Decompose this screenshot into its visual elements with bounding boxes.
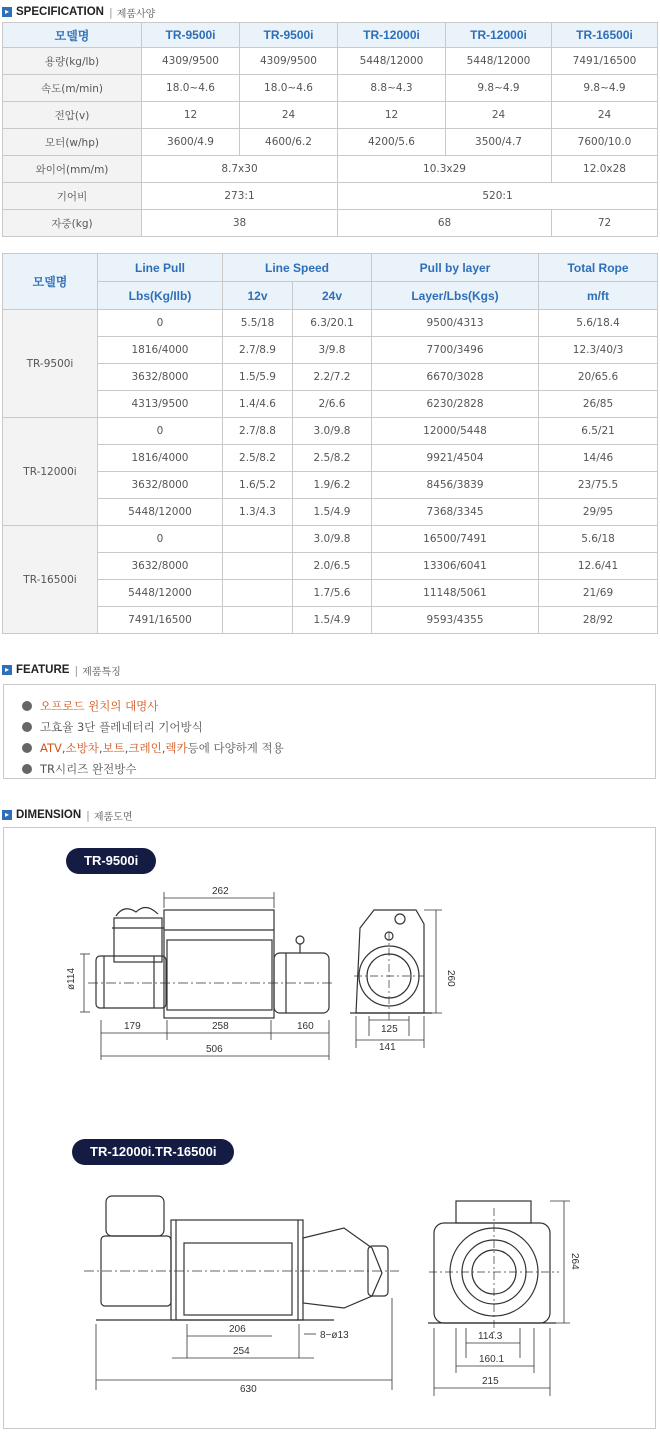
spec-cell: 3500/4.7 [446,129,552,156]
spec-cell: 24 [446,102,552,129]
spec-cell: 8.8~4.3 [338,75,446,102]
perf-row [3,607,658,634]
performance-table [2,253,658,634]
spec-cell: 4600/6.2 [240,129,338,156]
feature-title-en: FEATURE [16,664,70,676]
spec-title-en: SPECIFICATION [16,6,104,18]
perf-cell: 7491/16500 [98,607,223,634]
spec-model-col: TR-12000i [338,23,446,48]
winch-end-view-a [350,910,432,1020]
perf-cell [223,553,293,580]
perf-cell: 6670/3028 [372,364,539,391]
spec-cell: 72 [552,210,658,237]
dimension-title-en: DIMENSION [16,809,82,821]
spec-row [3,75,658,102]
spec-cell: 8.7x30 [142,156,338,183]
spec-cell: 7600/10.0 [552,129,658,156]
perf-cell: 26/85 [539,391,658,418]
spec-row [3,102,658,129]
perf-header-total-rope: Total Rope [539,254,658,282]
dim-label: 260 [445,970,456,987]
perf-row [3,391,658,418]
dimension-title-ko: 제품도면 [93,811,133,823]
spec-row [3,210,658,237]
perf-cell [223,607,293,634]
spec-cell: 4309/9500 [240,48,338,75]
dim-label: 125 [381,1024,398,1035]
perf-row [3,526,658,553]
perf-cell: 5448/12000 [98,580,223,607]
perf-cell: 1.5/4.9 [293,499,372,526]
perf-cell: 2.7/8.8 [223,418,293,445]
spec-model-col: TR-16500i [552,23,658,48]
perf-cell: 1.5/5.9 [223,364,293,391]
perf-cell: 12000/5448 [372,418,539,445]
spec-row [3,48,658,75]
perf-cell: 2/6.6 [293,391,372,418]
spec-row [3,156,658,183]
spec-model-col: TR-9500i [142,23,240,48]
dim-label: 8−ø13 [320,1330,349,1341]
perf-cell: 0 [98,526,223,553]
perf-header-pull-layer: Pull by layer [372,254,539,282]
perf-cell: 1816/4000 [98,445,223,472]
spec-cell: 24 [240,102,338,129]
perf-header-line-pull: Line Pull [98,254,223,282]
perf-cell: 1.4/4.6 [223,391,293,418]
perf-subheader: m/ft [539,282,658,310]
dim-label: 160.1 [479,1354,505,1365]
spec-cell: 24 [552,102,658,129]
perf-cell: 1.7/5.6 [293,580,372,607]
bullet-icon [22,701,32,711]
perf-cell: 1816/4000 [98,337,223,364]
winch-end-view-a-dims [356,910,442,1048]
spec-cell: 7491/16500 [552,48,658,75]
bullet-icon [22,764,32,774]
perf-cell: 4313/9500 [98,391,223,418]
perf-header-model: 모델명 [3,254,98,310]
perf-subheader: Lbs(Kg/Ilb) [98,282,223,310]
dim-label: 206 [229,1324,246,1335]
spec-header-label: 모델명 [3,23,142,48]
winch-side-view-a [88,907,334,1018]
dimension-drawings [3,827,656,1429]
dimension-drawing-svg [4,828,655,1428]
perf-row [3,499,658,526]
spec-row-label: 자중(kg) [3,210,142,237]
perf-cell: 3632/8000 [98,553,223,580]
dimension-section-header: ▸ DIMENSION | 제품도면 [2,805,660,825]
perf-row [3,364,658,391]
dim-label: 179 [124,1021,141,1032]
feature-item: 오프로드 윈치의 대명사 [18,695,641,716]
perf-cell: 6.3/20.1 [293,310,372,337]
perf-cell: 3632/8000 [98,472,223,499]
spec-cell: 18.0~4.6 [240,75,338,102]
spec-row [3,129,658,156]
perf-row [3,310,658,337]
perf-cell: 3632/8000 [98,364,223,391]
perf-cell: 1.5/4.9 [293,607,372,634]
feature-section-header: ▸ FEATURE | 제품특징 [2,660,660,680]
spec-model-col: TR-9500i [240,23,338,48]
perf-cell [223,580,293,607]
perf-cell: 3.0/9.8 [293,418,372,445]
spec-cell: 68 [338,210,552,237]
spec-row-label: 기어비 [3,183,142,210]
perf-row [3,418,658,445]
perf-cell: 2.7/8.9 [223,337,293,364]
dim-label: 215 [482,1376,499,1387]
perf-cell: 6.5/21 [539,418,658,445]
perf-cell: 12.3/40/3 [539,337,658,364]
perf-cell: 5.6/18.4 [539,310,658,337]
spec-cell: 3600/4.9 [142,129,240,156]
perf-cell: 14/46 [539,445,658,472]
spec-model-col: TR-12000i [446,23,552,48]
perf-cell: 1.6/5.2 [223,472,293,499]
model-label-tr12000i-16500i: TR-12000i.TR-16500i [72,1139,234,1165]
perf-row [3,472,658,499]
spec-cell: 5448/12000 [446,48,552,75]
feature-item: TR시리즈 완전방수 [18,758,641,779]
perf-row [3,445,658,472]
spec-cell: 4200/5.6 [338,129,446,156]
perf-cell: 1.3/4.3 [223,499,293,526]
perf-cell: 9921/4504 [372,445,539,472]
perf-cell: 9593/4355 [372,607,539,634]
spec-table [2,22,658,237]
feature-list [3,684,656,779]
dim-label: 264 [569,1253,580,1270]
spec-row [3,183,658,210]
spec-cell: 5448/12000 [338,48,446,75]
perf-cell: 11148/5061 [372,580,539,607]
perf-cell: 29/95 [539,499,658,526]
spec-row-label: 전압(v) [3,102,142,129]
perf-cell: 2.2/7.2 [293,364,372,391]
spec-title-ko: 제품사양 [116,8,156,20]
spec-row-label: 와이어(mm/m) [3,156,142,183]
perf-subheader: 12v [223,282,293,310]
winch-end-view-b [428,1201,559,1333]
dim-label: 160 [297,1021,314,1032]
bullet-icon [22,743,32,753]
perf-cell: 3/9.8 [293,337,372,364]
bullet-icon [22,722,32,732]
perf-row [3,337,658,364]
model-label-tr9500i: TR-9500i [66,848,156,874]
perf-cell: 0 [98,418,223,445]
perf-cell: 9500/4313 [372,310,539,337]
perf-model-cell: TR-16500i [3,526,98,634]
perf-row [3,553,658,580]
feature-item: 고효율 3단 플레네터리 기어방식 [18,716,641,737]
winch-side-view-b [84,1196,399,1320]
spec-cell: 38 [142,210,338,237]
spec-cell: 12 [338,102,446,129]
winch-side-view-a-dims [80,892,329,1060]
spec-section-header: ▸ SPECIFICATION | 제품사양 [2,2,660,22]
perf-cell: 13306/6041 [372,553,539,580]
perf-header-line-speed: Line Speed [223,254,372,282]
perf-cell: 1.9/6.2 [293,472,372,499]
perf-cell: 12.6/41 [539,553,658,580]
dim-label: 630 [240,1384,257,1395]
perf-cell: 2.5/8.2 [223,445,293,472]
feature-item: ATV , 소방차 , 보트 , 크레인 , 렉카 등에 다양하게 적용 [18,737,641,758]
section-bullet-icon: ▸ [2,665,12,675]
perf-cell [223,526,293,553]
perf-cell: 5.5/18 [223,310,293,337]
perf-cell: 6230/2828 [372,391,539,418]
spec-cell: 12 [142,102,240,129]
perf-cell: 2.5/8.2 [293,445,372,472]
dim-label: 141 [379,1042,396,1053]
perf-row [3,580,658,607]
spec-cell: 273:1 [142,183,338,210]
spec-cell: 9.8~4.9 [446,75,552,102]
spec-cell: 10.3x29 [338,156,552,183]
dim-label: 262 [212,886,229,897]
perf-cell: 8456/3839 [372,472,539,499]
dim-label: 506 [206,1044,223,1055]
dim-label: 254 [233,1346,250,1357]
perf-cell: 3.0/9.8 [293,526,372,553]
dim-label: ø114 [66,967,77,990]
perf-cell: 20/65.6 [539,364,658,391]
spec-row-label: 모터(w/hp) [3,129,142,156]
perf-cell: 7700/3496 [372,337,539,364]
spec-cell: 18.0~4.6 [142,75,240,102]
winch-side-view-b-dims [96,1298,392,1390]
perf-cell: 28/92 [539,607,658,634]
section-bullet-icon: ▸ [2,810,12,820]
perf-cell: 16500/7491 [372,526,539,553]
perf-cell: 5.6/18 [539,526,658,553]
spec-cell: 4309/9500 [142,48,240,75]
spec-row-label: 속도(m/min) [3,75,142,102]
perf-subheader: Layer/Lbs(Kgs) [372,282,539,310]
dim-label: 258 [212,1021,229,1032]
perf-cell: 5448/12000 [98,499,223,526]
perf-cell: 2.0/6.5 [293,553,372,580]
section-bullet-icon: ▸ [2,7,12,17]
perf-model-cell: TR-9500i [3,310,98,418]
dim-label: 114.3 [478,1331,503,1342]
perf-cell: 23/75.5 [539,472,658,499]
perf-subheader: 24v [293,282,372,310]
spec-cell: 12.0x28 [552,156,658,183]
spec-cell: 520:1 [338,183,658,210]
spec-cell: 9.8~4.9 [552,75,658,102]
perf-cell: 21/69 [539,580,658,607]
perf-model-cell: TR-12000i [3,418,98,526]
perf-cell: 0 [98,310,223,337]
spec-row-label: 용량(kg/lb) [3,48,142,75]
perf-cell: 7368/3345 [372,499,539,526]
feature-title-ko: 제품특징 [82,666,121,678]
